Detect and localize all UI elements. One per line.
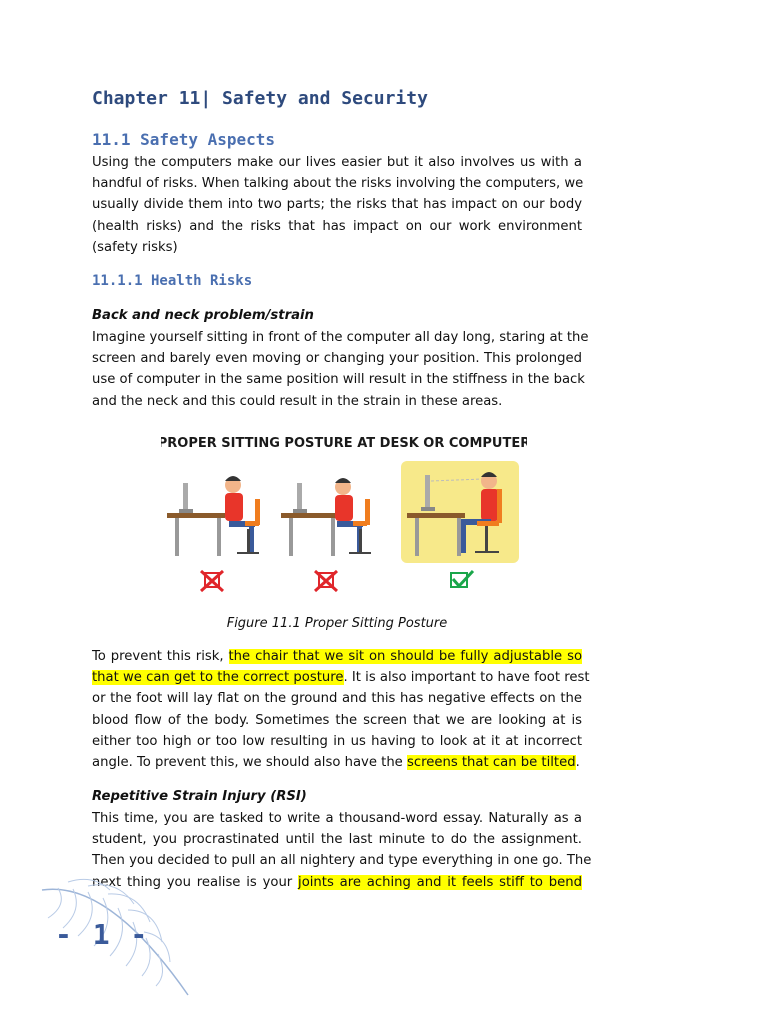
text-line: student, you procrastinated until the last minute to do the assignment. xyxy=(92,832,582,848)
wrong-mark-1 xyxy=(201,571,223,591)
text-line: either too high or too low resulting in us having to look at it at incorrect xyxy=(92,733,582,749)
posture-illustration xyxy=(161,425,527,596)
intro-paragraph xyxy=(92,152,582,258)
text-line: (safety risks) xyxy=(92,239,178,255)
highlighted-text: screens that can be tilted xyxy=(406,754,576,770)
text-line: screen and barely even moving or changing your position. This prolonged xyxy=(92,351,582,367)
posture-scene-2 xyxy=(281,478,371,556)
chapter-title: Chapter 11| Safety and Security xyxy=(92,88,428,109)
text-line xyxy=(92,667,590,688)
rsi-heading: Repetitive Strain Injury (RSI) xyxy=(92,789,307,804)
text-run: . It is also important to have foot rest xyxy=(343,670,590,686)
text-line: or the foot will lay flat on the ground and this has negative effects on the xyxy=(92,691,582,707)
text-line: and the neck and this could result in the strain in these areas. xyxy=(92,393,503,409)
text-line: usually divide them into two parts; the risks that has impact on our body xyxy=(92,197,582,213)
highlighted-text: that we can get to the correct posture xyxy=(92,670,344,686)
text-line: Using the computers make our lives easier but it also involves us with a xyxy=(92,155,582,170)
section-title: 11.1 Safety Aspects xyxy=(92,130,276,149)
text-line: handful of risks. When talking about the risks involving the computers, we xyxy=(92,176,584,192)
text-line: blood flow of the body. Sometimes the screen that we are looking at is xyxy=(92,712,582,728)
back-neck-heading: Back and neck problem/strain xyxy=(92,308,314,323)
posture-figure xyxy=(161,425,527,596)
subsection-title: 11.1.1 Health Risks xyxy=(92,273,253,289)
highlighted-text: joints are aching and it feels stiff to bend xyxy=(298,874,582,890)
posture-scene-1 xyxy=(167,476,260,556)
figure-caption: Figure 11.1 Proper Sitting Posture xyxy=(226,616,448,631)
text-line xyxy=(92,752,582,773)
text-run: next thing you realise is your xyxy=(92,874,299,890)
text-line: This time, you are tasked to write a thousand-word essay. Naturally as a xyxy=(92,811,582,826)
text-line: (health risks) and the risks that has impact on our work environment xyxy=(92,218,582,234)
prevention-paragraph xyxy=(92,646,590,773)
text-line: use of computer in the same position will result in the stiffness in the back xyxy=(92,372,585,388)
text-line: Imagine yourself sitting in front of the computer all day long, staring at the xyxy=(92,330,589,345)
page-number: - 1 - xyxy=(55,918,150,951)
wrong-mark-2 xyxy=(315,571,337,591)
text-line xyxy=(92,646,582,667)
highlighted-text: the chair that we sit on should be fully adjustable so xyxy=(228,649,583,664)
text-run: . xyxy=(575,754,580,770)
back-neck-paragraph xyxy=(92,327,589,412)
text-run: angle. To prevent this, we should also have the xyxy=(92,754,407,770)
figure-title: PROPER SITTING POSTURE AT DESK OR COMPUTER xyxy=(161,436,527,451)
text-run: To prevent this risk, xyxy=(92,649,229,664)
text-line: Then you decided to pull an all nightery and type everything in one go. The xyxy=(92,853,592,869)
correct-mark xyxy=(451,571,473,587)
